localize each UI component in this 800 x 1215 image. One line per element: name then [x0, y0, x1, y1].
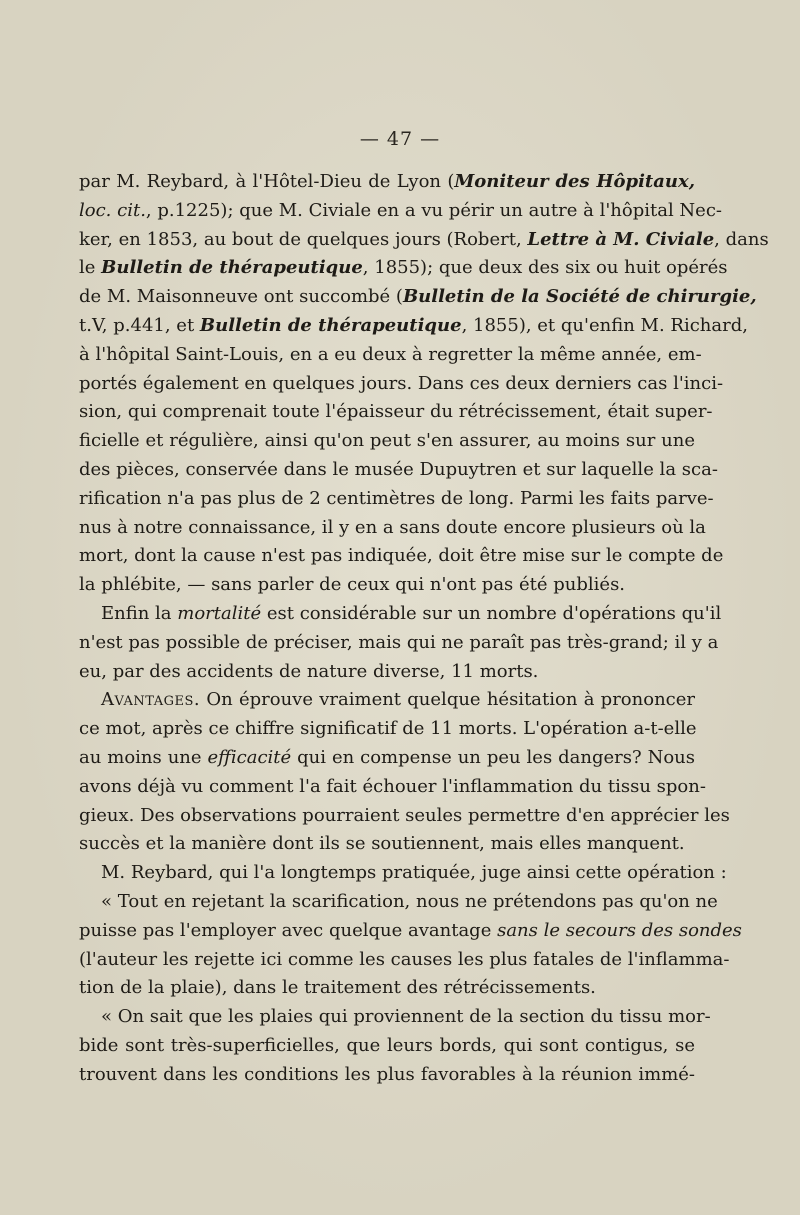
- text-span: On éprouve vraiment quelque hésitation à prononcer: [200, 689, 695, 711]
- text-line: [79, 629, 719, 658]
- italic-span: sans le secours des sondes: [497, 919, 742, 941]
- text-line: [79, 571, 695, 600]
- citation-title: Bulletin de la Société de chirurgie,: [402, 286, 757, 308]
- text-line: [79, 658, 695, 687]
- text-span: mort, dont la cause n'est pas indiquée, doit être mise sur le compte de: [79, 545, 724, 567]
- text-line: [79, 197, 722, 226]
- text-span: qui en compense un peu les dangers? Nous: [291, 746, 695, 768]
- text-span: M. Reybard, qui l'a longtemps pratiquée, juge ainsi cette opération :: [101, 862, 727, 884]
- text-span: la phlébite, — sans parler de ceux qui n'ont pas été publiés.: [79, 574, 626, 596]
- text-line: [79, 370, 724, 399]
- text-span: ker, en 1853, au bout de quelques jours (Robert,: [79, 228, 528, 250]
- text-line: [79, 830, 695, 859]
- text-line: [79, 427, 695, 456]
- text-span: nus à notre connaissance, il y en a sans doute encore plusieurs où la: [79, 516, 706, 538]
- text-line: [79, 802, 730, 831]
- text-span: des pièces, conservée dans le musée Dupuytren et sur laquelle la sca-: [79, 458, 718, 480]
- text-line: [79, 226, 769, 255]
- text-line: [79, 312, 748, 341]
- citation-title: Bulletin de thérapeutique: [199, 314, 462, 336]
- text-span: puisse pas l'employer avec quelque avantage: [79, 919, 498, 941]
- text-span: succès et la manière dont ils se soutiennent, mais elles manquent.: [79, 833, 685, 855]
- text-line: [79, 398, 713, 427]
- text-span: , 1855), et qu'enfin M. Richard,: [461, 314, 748, 336]
- text-span: trouvent dans les conditions les plus favorables à la réunion immé-: [79, 1063, 695, 1085]
- italic-span: loc. cit.: [79, 199, 146, 221]
- text-line: [79, 168, 695, 197]
- text-span: bide sont très-superficielles, que leurs bords, qui sont contigus, se: [79, 1034, 695, 1056]
- text-line: [79, 888, 718, 917]
- text-span: le: [79, 257, 102, 279]
- text-span: tion de la plaie), dans le traitement des rétrécissements.: [79, 977, 596, 999]
- text-span: par M. Reybard, à l'Hôtel-Dieu de Lyon (: [79, 171, 455, 192]
- text-line: [79, 974, 695, 1003]
- text-span: de M. Maisonneuve ont succombé (: [79, 286, 403, 308]
- text-span: portés également en quelques jours. Dans ces deux derniers cas l'inci-: [79, 372, 724, 394]
- page-number: — 47 —: [359, 128, 441, 150]
- text-line: [79, 600, 722, 629]
- text-line: [79, 946, 730, 975]
- text-line: [79, 917, 742, 946]
- section-heading: Avantages.: [101, 689, 201, 711]
- text-span: eu, par des accidents de nature diverse, 11 morts.: [79, 660, 539, 682]
- text-span: ce mot, après ce chiffre significatif de 11 morts. L'opération a-t-elle: [79, 718, 697, 740]
- text-span: gieux. Des observations pourraient seules permettre d'en apprécier les: [79, 804, 730, 826]
- italic-span: mortalité: [177, 602, 262, 624]
- text-line: [79, 514, 706, 543]
- text-span: au moins une: [79, 746, 208, 768]
- text-line: [79, 542, 724, 571]
- text-span: n'est pas possible de préciser, mais qui ne paraît pas très-grand; il y a: [79, 631, 719, 653]
- text-line: [79, 744, 695, 773]
- text-line: [79, 686, 695, 715]
- text-line: [79, 859, 727, 888]
- text-span: (l'auteur les rejette ici comme les causes les plus fatales de l'inflamma-: [79, 948, 730, 970]
- text-line: [79, 254, 728, 283]
- text-line: [79, 715, 695, 744]
- text-span: rification n'a pas plus de 2 centimètres de long. Parmi les faits parve-: [79, 487, 714, 509]
- text-span: « On sait que les plaies qui proviennent de la section du tissu mor-: [101, 1006, 711, 1028]
- text-span: , p.1225); que M. Civiale en a vu périr un autre à l'hôpital Nec-: [145, 199, 722, 221]
- citation-title: Bulletin de thérapeutique: [101, 257, 363, 279]
- text-line: [79, 456, 718, 485]
- text-span: est considérable sur un nombre d'opérations qu'il: [261, 602, 722, 624]
- text-span: Enfin la: [101, 602, 178, 624]
- text-line: [79, 1061, 695, 1090]
- text-line: [79, 773, 706, 802]
- text-span: ficielle et régulière, ainsi qu'on peut s'en assurer, au moins sur une: [79, 430, 695, 452]
- citation-title: Lettre à M. Civiale: [527, 228, 715, 250]
- text-span: sion, qui comprenait toute l'épaisseur du rétrécissement, était super-: [79, 401, 713, 423]
- text-span: « Tout en rejetant la scarification, nous ne prétendons pas qu'on ne: [101, 890, 718, 912]
- text-line: [79, 1032, 695, 1061]
- text-span: avons déjà vu comment l'a fait échouer l'inflammation du tissu spon-: [79, 775, 706, 797]
- text-line: [79, 341, 702, 370]
- italic-span: efficacité: [207, 746, 292, 768]
- text-line: [79, 283, 757, 312]
- text-span: t.V, p.441, et: [79, 314, 200, 336]
- text-span: à l'hôpital Saint-Louis, en a eu deux à regretter la même année, em-: [79, 343, 702, 365]
- citation-title: Moniteur des Hôpitaux,: [454, 171, 695, 192]
- body-text: [79, 168, 769, 1090]
- text-span: , dans: [714, 228, 769, 250]
- text-line: [79, 1003, 711, 1032]
- text-line: [79, 485, 714, 514]
- text-span: , 1855); que deux des six ou huit opérés: [362, 257, 728, 279]
